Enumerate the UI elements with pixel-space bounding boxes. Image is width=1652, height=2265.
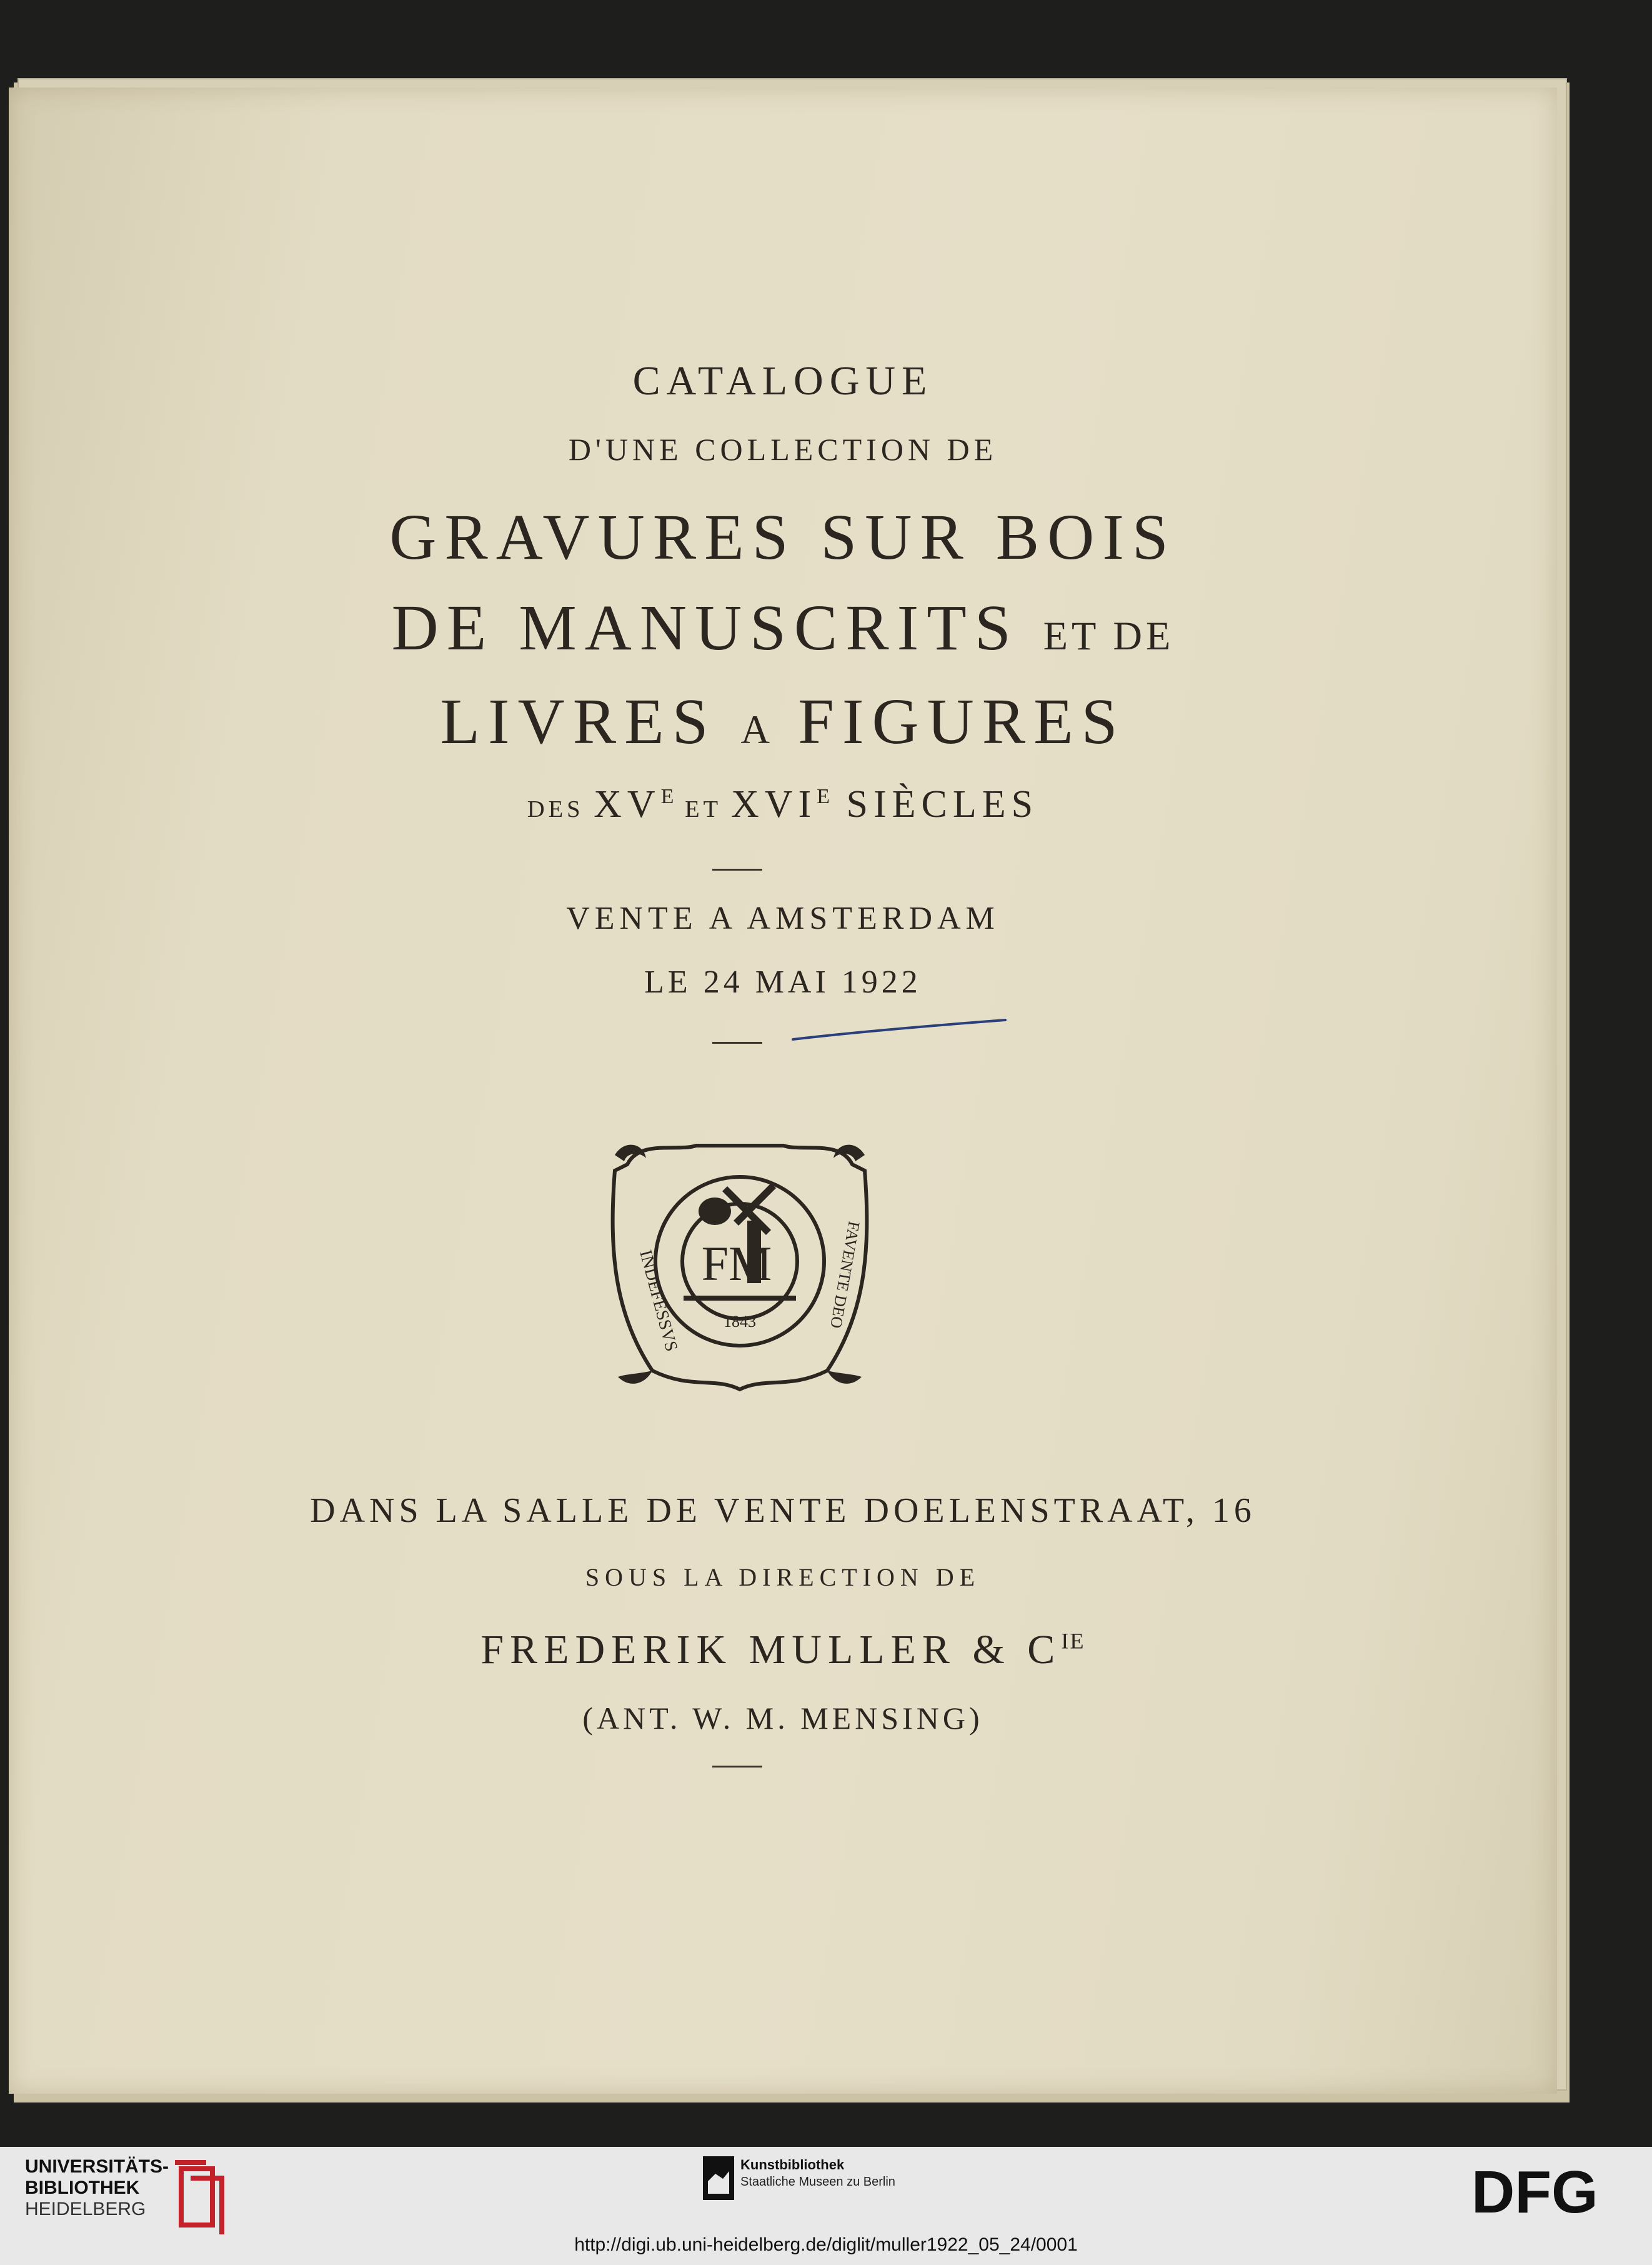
sale-date: LE 24 MAI 1922 [644, 964, 922, 1000]
title-catalogue: CATALOGUE [632, 358, 933, 404]
uni-line-1: UNIVERSITÄTS- [25, 2156, 169, 2177]
sale-address: DANS LA SALLE DE VENTE DOELENSTRAAT, 16 [310, 1491, 1256, 1530]
title-livres-b: FIGURES [774, 686, 1126, 758]
sale-place: VENTE A AMSTERDAM [566, 901, 1000, 936]
title-livres-a: LIVRES [440, 686, 741, 758]
divider-rule [712, 869, 762, 871]
title-manuscrits-small: ET DE [1043, 614, 1175, 658]
centuries-des: DES [527, 796, 594, 822]
catalogue-cover [9, 88, 1557, 2094]
kb-title: Kunstbibliothek [740, 2157, 845, 2172]
smb-icon [703, 2156, 734, 2200]
divider-rule [712, 1042, 762, 1044]
kunstbibliothek-text [740, 2156, 895, 2190]
emblem-year: 1843 [724, 1312, 756, 1331]
divider-rule [712, 1766, 762, 1768]
title-collection: D'UNE COLLECTION DE [568, 432, 998, 467]
uni-heidelberg-logo[interactable] [25, 2156, 237, 2244]
title-manuscrits [9, 591, 1557, 665]
firm-subname: (ANT. W. M. MENSING) [582, 1701, 983, 1736]
centuries-xv: XV [594, 783, 661, 826]
uni-line-3: HEIDELBERG [25, 2199, 146, 2219]
title-livres-small: A [740, 708, 774, 752]
digitization-footer [0, 2147, 1652, 2265]
kunstbibliothek-logo[interactable] [703, 2156, 895, 2203]
centuries-et: ET [675, 796, 731, 822]
firm-name-main: FREDERIK MULLER & C [480, 1627, 1062, 1672]
publisher-emblem [602, 1127, 877, 1402]
emblem-motto-left: INDEFESSVS [635, 1248, 682, 1354]
kb-subtitle: Staatliche Museen zu Berlin [740, 2175, 895, 2189]
emblem-motto-right: FAVENTE DEO [827, 1219, 863, 1330]
title-livres [9, 684, 1557, 759]
dfg-logo-text: DFG [1471, 2162, 1598, 2222]
direction-label: SOUS LA DIRECTION DE [585, 1563, 981, 1591]
uni-heidelberg-text [25, 2156, 169, 2220]
uni-mark-icon [169, 2156, 231, 2238]
pen-underline [790, 1011, 1015, 1049]
emblem-monogram: FM [701, 1236, 772, 1291]
dfg-logo[interactable] [1471, 2162, 1628, 2222]
uni-line-2: BIBLIOTHEK [25, 2178, 140, 2198]
centuries-xvi: XVI [730, 783, 817, 826]
title-gravures: GRAVURES SUR BOIS [389, 501, 1177, 573]
title-centuries [9, 782, 1557, 827]
firm-name [9, 1626, 1557, 1674]
firm-name-sup: IE [1061, 1628, 1085, 1654]
permalink-url[interactable]: http://digi.ub.uni-heidelberg.de/diglit/muller1922_05_24/0001 [574, 2234, 1078, 2255]
centuries-xv-sup: E [660, 784, 675, 808]
centuries-xvi-sup: E [817, 784, 831, 808]
title-manuscrits-main: DE MANUSCRITS [391, 592, 1043, 664]
centuries-siecles: SIÈCLES [831, 783, 1039, 826]
